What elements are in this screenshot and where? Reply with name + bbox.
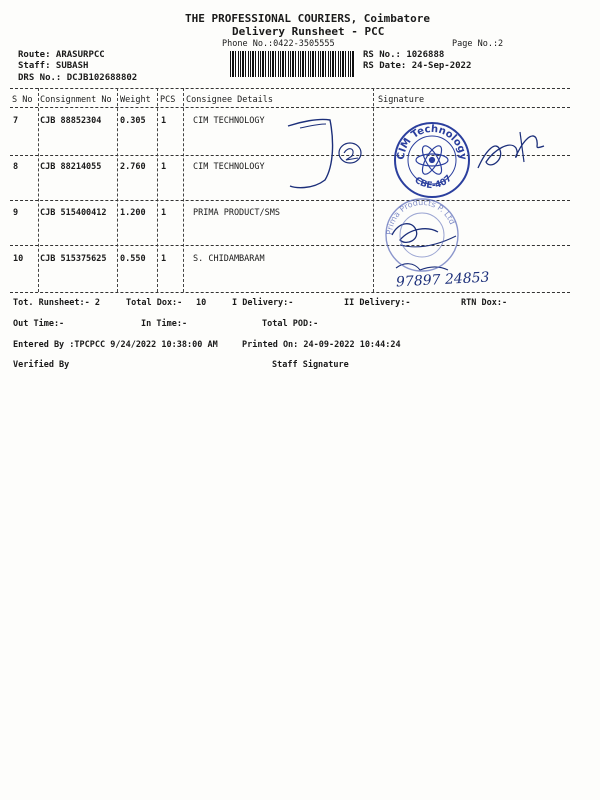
rs-number: RS No.: 1026888 (363, 50, 445, 60)
row-consignee: CIM TECHNOLOGY (193, 116, 265, 126)
col-header-sno: S No (12, 95, 33, 105)
total-pod: Total POD:- (262, 319, 319, 329)
runsheet-subtitle: Delivery Runsheet - PCC (232, 25, 385, 38)
rs-date: RS Date: 24-Sep-2022 (363, 61, 472, 71)
row-consignment: CJB 515375625 (40, 254, 107, 264)
rtn-dox: RTN Dox:- (461, 298, 508, 308)
prima-stamp-text: Prima Products P. Ltd (384, 197, 457, 236)
total-dox-value: 10 (196, 298, 207, 308)
row-sno: 9 (13, 208, 19, 218)
verified-by: Verified By (13, 360, 70, 370)
drs-number: DRS No.: DCJB102688802 (18, 73, 138, 83)
prima-products-stamp (382, 195, 462, 275)
row-pcs: 1 (161, 162, 167, 172)
col-divider (157, 88, 158, 292)
col-divider (183, 88, 184, 292)
row-weight: 1.200 (120, 208, 146, 218)
col-header-consignment: Consignment No (40, 95, 112, 105)
tot-runsheet: Tot. Runsheet:- 2 (13, 298, 100, 308)
cim-technology-stamp (392, 120, 472, 200)
table-bottom-rule (10, 292, 570, 293)
staff-signature: Staff Signature (272, 360, 349, 370)
cim-stamp-top-text: CIM Technology (395, 123, 469, 161)
row-pcs: 1 (161, 116, 167, 126)
row-separator (10, 200, 570, 201)
row-weight: 0.305 (120, 116, 146, 126)
row-separator (10, 245, 570, 246)
row-consignee: S. CHIDAMBARAM (193, 254, 265, 264)
col-divider (373, 88, 374, 292)
col-header-pcs: PCS (160, 95, 176, 105)
in-time: In Time:- (141, 319, 188, 329)
route: Route: ARASURPCC (18, 50, 105, 60)
i-delivery: I Delivery:- (232, 298, 294, 308)
row-weight: 0.550 (120, 254, 146, 264)
row-consignment: CJB 88852304 (40, 116, 102, 126)
atom-icon (416, 143, 448, 177)
svg-text:CIM Technology (396, 124, 468, 161)
svg-text:CBE-407 (412, 174, 454, 191)
table-header-rule (10, 107, 570, 108)
row-sno: 8 (13, 162, 19, 172)
row-consignee: PRIMA PRODUCT/SMS (193, 208, 280, 218)
printed-on: Printed On: 24-09-2022 10:44:24 (242, 340, 401, 350)
row-consignment: CJB 515400412 (40, 208, 107, 218)
row-separator (10, 155, 570, 156)
col-divider (117, 88, 118, 292)
phone-number: Phone No.:0422-3505555 (222, 39, 335, 49)
col-header-signature: Signature (378, 95, 425, 105)
col-header-weight: Weight (120, 95, 151, 105)
row-consignment: CJB 88214055 (40, 162, 102, 172)
row-pcs: 1 (161, 208, 167, 218)
page-number: Page No.:2 (452, 39, 504, 49)
out-time: Out Time:- (13, 319, 65, 329)
row-pcs: 1 (161, 254, 167, 264)
row-sno: 7 (13, 116, 19, 126)
handwritten-phone: 97897 24853 (395, 269, 490, 291)
ii-delivery: II Delivery:- (344, 298, 411, 308)
total-dox-label: Total Dox:- (126, 298, 183, 308)
staff-name: Staff: SUBASH (18, 61, 89, 71)
table-top-rule (10, 88, 570, 89)
col-header-consignee: Consignee Details (186, 95, 273, 105)
col-divider (38, 88, 39, 292)
barcode (230, 51, 355, 77)
svg-text:Prima Products P. Ltd (385, 198, 457, 235)
row-weight: 2.760 (120, 162, 146, 172)
row-consignee: CIM TECHNOLOGY (193, 162, 265, 172)
cim-stamp-bottom-text: CBE-407 (412, 173, 455, 192)
row-sno: 10 (13, 254, 24, 264)
entered-by: Entered By :TPCPCC 9/24/2022 10:38:00 AM (13, 340, 218, 350)
company-title: THE PROFESSIONAL COURIERS, Coimbatore (185, 12, 431, 25)
